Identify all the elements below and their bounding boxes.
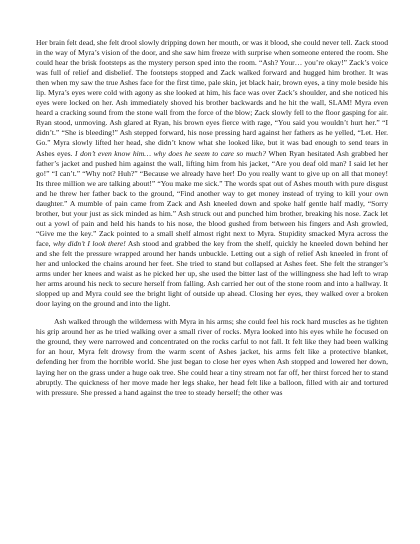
paragraph-1 bbox=[36, 38, 388, 309]
text-run: Ash walked through the wilderness with Myra in his arms; she could feel his rock hard muscles as he tighten his grip around her as he tried walking over a small river of rocks. Myra looked into his eyes while he focused on the ground, they were narrowed and concentrated on the rocks carful to not fall. It felt like they had been walking for an hour, Myra felt drowsy from the warm scent of Ashes jacket, his arms felt like a protective blanket, defending her from the horrible world. She just began to close her eyes when Ash stopped and lowered her down, laying her on the grass under a huge oak tree. She could hear a tiny stream not far off, her thirst forced her to stand abruptly. The quickness of her move made her legs shake, her head felt like a balloon, filled with air and tortured with pressure. She pressed a hand against the tree to steady herself; the other was bbox=[36, 317, 388, 397]
document-page bbox=[36, 38, 388, 398]
text-run: Her brain felt dead, she felt drool slowly dripping down her mouth, or was it blood, she could never tell. Zack stood in the way of Myra’s vision of the door, and she saw him freeze with surprise when someone entered the room. She could hear the brisk footsteps as the mystery person sped into the room. “Ash? Your… you’re okay!” Zack’s voice was full of relief and disbelief. The footsteps stopped and Zack walked forward and hugged him brother. It was then when my saw the true Ashes face for the first time, pale skin, jet black hair, brown eyes, a tiny mole beside his lip. Myra’s eyes were cold with agony as she looked at him, his face was over Zack’s shoulder, and she noticed his eyes were locked on her. Ash immediately shoved his brother backwards and he hit the wall, SLAM! Myra even heard a cracking sound from the stone wall from the force of the blow; Zack slowly fell to the floor gasping for air. Ryan stood, unmoving. Ash glared at Ryan, his brown eyes fierce with rage, “You said you wouldn’t hurt her.” “I didn’t.” “She is bleeding!” Ash stepped forward, his nose pressing hard against her fathers as he yelled, “Let. Her. Go.” Myra slowly lifted her head, she didn’t know what she looked like, but it was bad enough to send tears in Ashes eyes. bbox=[36, 38, 388, 158]
text-run: When Ryan hesitated Ash grabbed her father’s jacket and pushed him against the wall, lifting him from his jacket, “Are you deaf old man? I said let her go!” “I can’t.” “Why not? Huh?” “Because we already have her! Do you really want to give up on all that money! Its three million we are talking about!” “You make me sick.” The words spat out of Ashes mouth with pure disgust and he threw her father back to the ground, “Find another way to get money instead of trying to kill your own daughter.” A mumble of pain came from Zack and Ash kneeled down and spoke half gentle half madly, “Sorry brother, but your just as sick minded as him.” Ash struck out and punched him brother, breaking his nose. Zack let out a yowl of pain and held his hands to his nose, the blood gushed from between his fingers and Ash growled, “Give me the key.” Zack pointed to a small shelf almost right next to Myra. Stupidity smacked Myra across the face, bbox=[36, 148, 388, 248]
italic-thought: I don’t even know him… why does he seem to care so much? bbox=[75, 148, 267, 158]
paragraph-2 bbox=[36, 317, 388, 397]
text-run: Ash stood and grabbed the key from the shelf, quickly he kneeled down behind her and she felt the pressure wrapped around her hands unbuckle. Letting out a sigh of relief Ash kneeled in front of her and unlocked the chains around her feet. She tried to stand but collapsed at Ashes feet. She felt the stranger’s arms under her knees and waist as he picked her up, she used the bitter last of the willingness she had left to wrap her arms around his neck to secure herself from falling. Ash carried her out of the stone room and into a hallway. It slopped up and Myra could see the bright light of outside up ahead. Closing her eyes, they walked over a broken door laying on the ground and into the light. bbox=[36, 238, 389, 309]
italic-thought: why didn’t I look there! bbox=[53, 238, 126, 248]
